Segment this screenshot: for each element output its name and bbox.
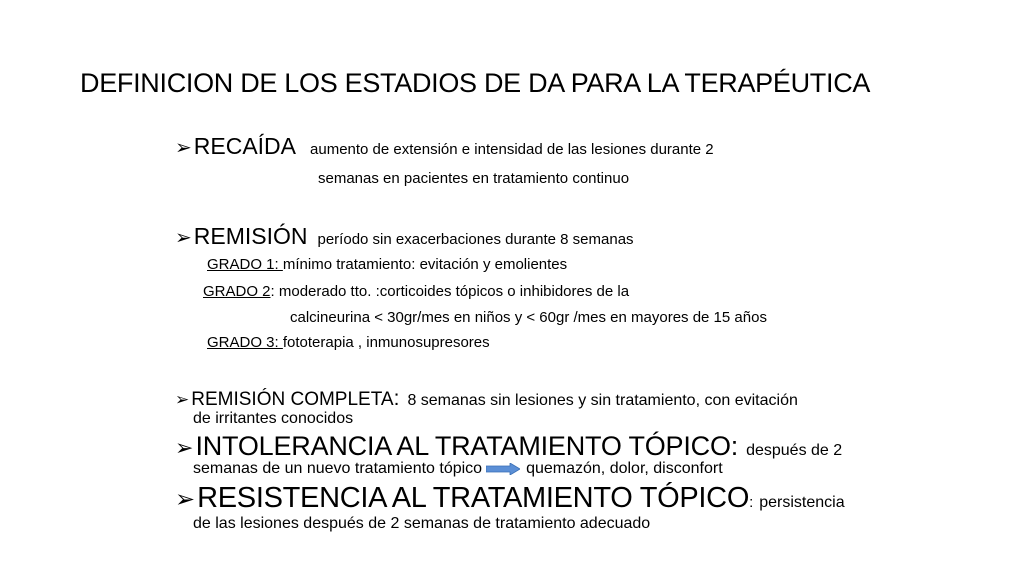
remision-desc: período sin exacerbaciones durante 8 semanas — [317, 231, 634, 248]
grado1-line — [207, 256, 567, 273]
remision-line — [175, 223, 634, 250]
resistencia-term: RESISTENCIA AL TRATAMIENTO TÓPICO — [197, 482, 750, 514]
remision-completa-term: REMISIÓN COMPLETA — [191, 389, 394, 410]
bullet-arrow-icon: ➢ — [175, 390, 190, 409]
intolerancia-desc-line2 — [193, 460, 723, 478]
grado2-line — [203, 283, 629, 300]
bullet-arrow-icon: ➢ — [175, 486, 196, 513]
remision-term: REMISIÓN — [193, 223, 308, 249]
resistencia-line — [175, 482, 845, 515]
recaida-desc-line2: semanas en pacientes en tratamiento continuo — [318, 170, 630, 187]
slide-title: DEFINICION DE LOS ESTADIOS DE DA PARA LA TERAPÉUTICA — [80, 68, 871, 98]
intolerancia-line — [175, 431, 842, 462]
right-arrow-icon — [486, 463, 520, 475]
bullet-arrow-icon: ➢ — [175, 435, 194, 460]
intolerancia-desc-line2b: quemazón, dolor, disconfort — [526, 460, 723, 477]
grado3-label: GRADO 3: — [207, 334, 283, 351]
remision-completa-line — [175, 387, 798, 411]
intolerancia-term: INTOLERANCIA AL TRATAMIENTO TÓPICO — [195, 431, 731, 461]
resistencia-desc-line1: persistencia — [759, 494, 845, 511]
intolerancia-desc-line1: después de 2 — [746, 442, 843, 459]
grado1-label: GRADO 1: — [207, 256, 283, 273]
resistencia-colon: : — [749, 494, 754, 511]
intolerancia-desc-line2a: semanas de un nuevo tratamiento tópico — [193, 460, 483, 477]
bullet-arrow-icon: ➢ — [175, 227, 192, 249]
grado3-text: fototerapia , inmunosupresores — [282, 334, 490, 351]
grado1-text: mínimo tratamiento: evitación y emolientes — [282, 256, 568, 273]
grado2-continuation: calcineurina < 30gr/mes en niños y < 60gr /mes en mayores de 15 años — [290, 309, 767, 326]
recaida-desc-line1: aumento de extensión e intensidad de las lesiones durante 2 — [310, 141, 714, 158]
remision-completa-colon: : — [393, 387, 400, 410]
remision-completa-desc-line2: de irritantes conocidos — [193, 410, 354, 427]
recaida-line — [175, 133, 714, 160]
bullet-arrow-icon: ➢ — [175, 137, 192, 159]
grado3-line — [207, 334, 490, 351]
grado2-text: : moderado tto. :corticoides tópicos o inhibidores de la — [270, 283, 630, 300]
grado2-label: GRADO 2 — [203, 283, 271, 300]
intolerancia-colon: : — [730, 431, 739, 461]
remision-completa-desc-line1: 8 semanas sin lesiones y sin tratamiento, con evitación — [407, 392, 798, 409]
resistencia-desc-line2: de las lesiones después de 2 semanas de tratamiento adecuado — [193, 515, 651, 532]
recaida-term: RECAÍDA — [193, 133, 297, 159]
